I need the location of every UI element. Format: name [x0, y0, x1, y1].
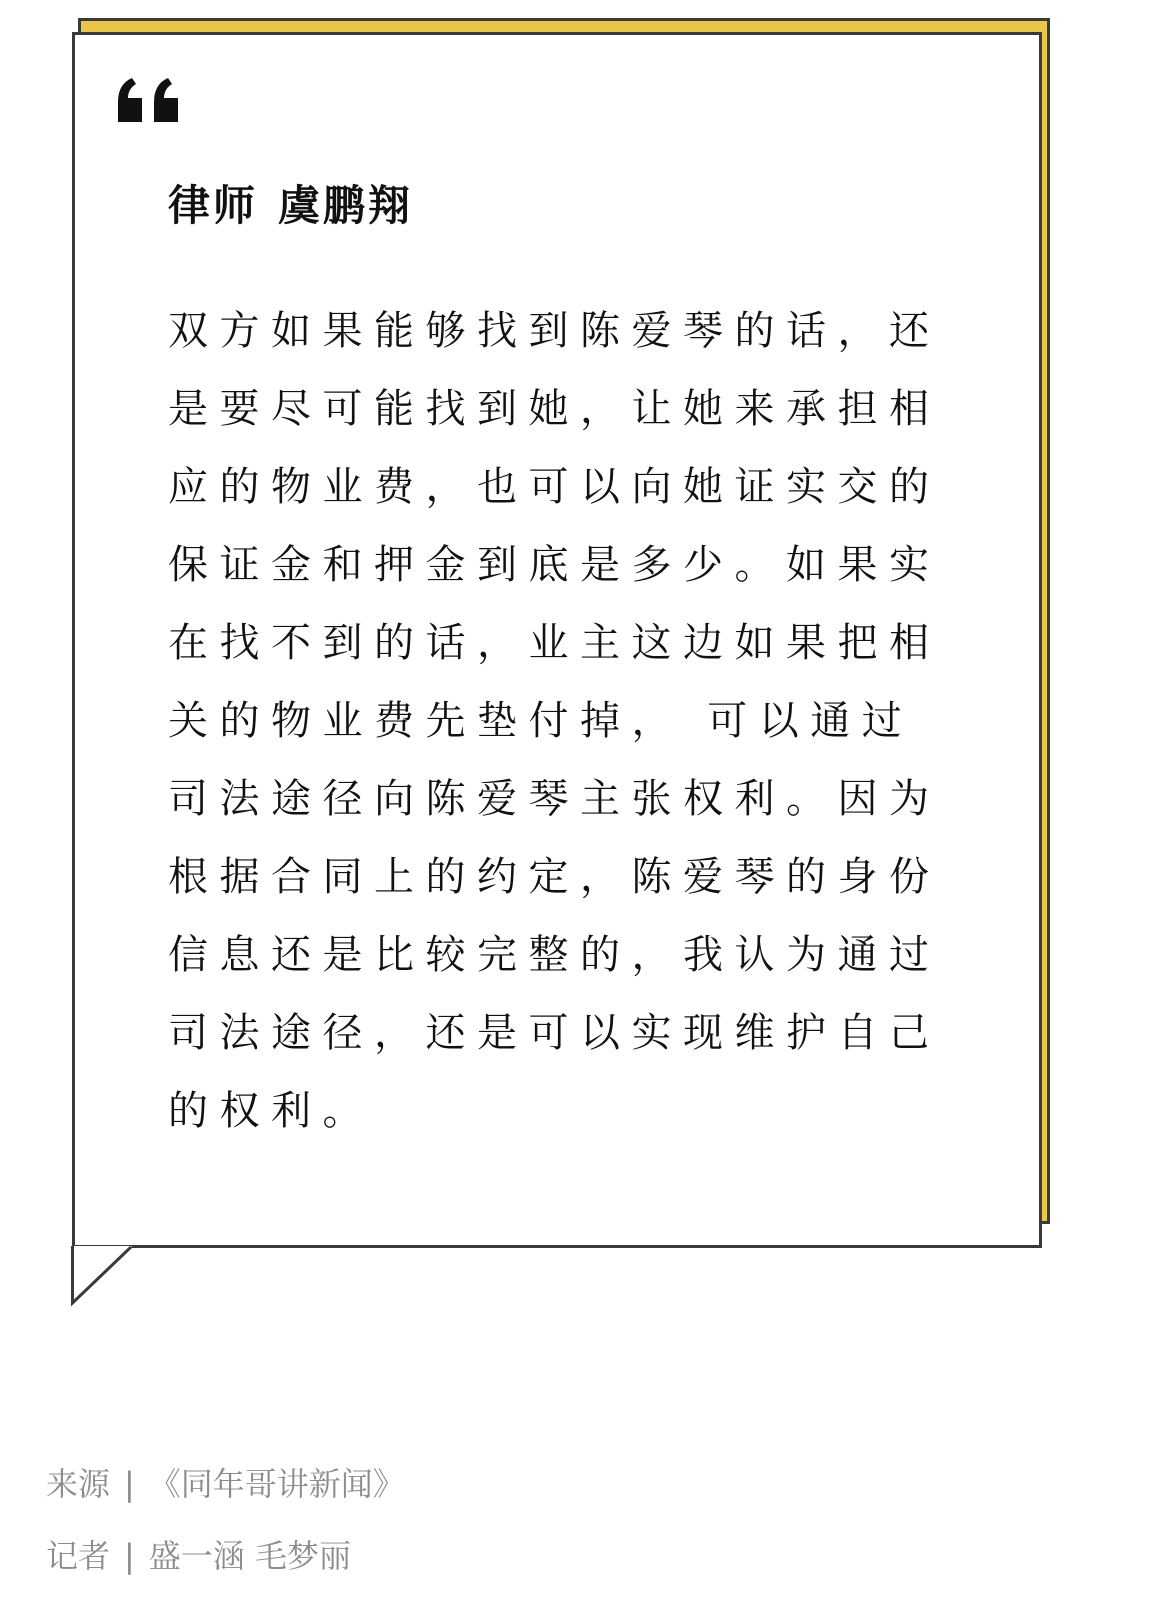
reporter-credit: [46, 1520, 405, 1592]
open-double-quote-icon: [118, 78, 180, 122]
source-value: 《同年哥讲新闻》: [148, 1465, 405, 1503]
source-credit: [46, 1448, 405, 1520]
reporter-separator: |: [124, 1537, 135, 1575]
reporter-value: 盛一涵 毛梦丽: [148, 1537, 351, 1575]
speaker-heading: [168, 176, 413, 236]
quote-text: 双方如果能够找到陈爱琴的话，还是要尽可能找到她，让她来承担相应的物业费，也可以向她证实交的保证金和押金到底是多少。如果实在找不到的话，业主这边如果把相关的物业费先垫付掉， 可以通过司法途径向陈爱琴主张权利。因为根据合同上的约定，陈爱琴的身份信息还是比较完整的，我认为通过司法途径，还是可以实现维护自己的权利。: [168, 308, 941, 1134]
speaker-name: 虞鹏翔: [278, 181, 414, 230]
source-separator: |: [124, 1465, 135, 1503]
reporter-label: 记者: [46, 1537, 111, 1575]
speaker-role: 律师: [168, 181, 259, 230]
speech-bubble-tail: [70, 1246, 134, 1306]
source-label: 来源: [46, 1465, 111, 1503]
credits: [46, 1448, 405, 1592]
